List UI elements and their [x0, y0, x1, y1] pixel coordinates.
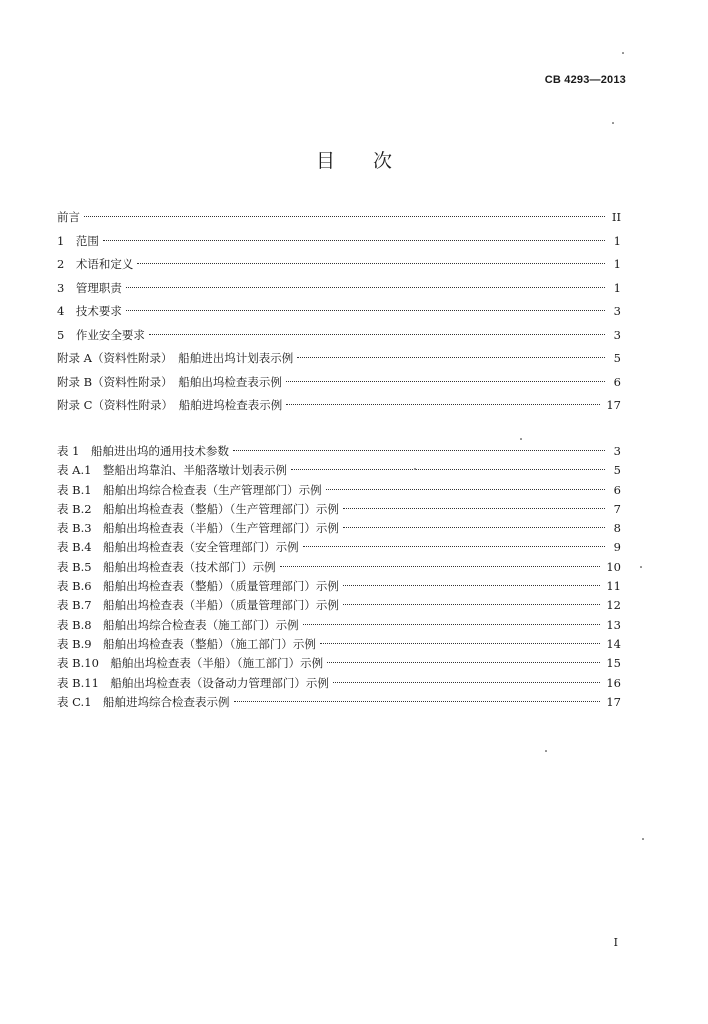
scan-speck [414, 468, 416, 470]
table-entry-page: 6 [613, 482, 621, 497]
page-title: 目次 [315, 150, 430, 172]
toc-entry-appendix-b[interactable] [57, 371, 621, 395]
dot-leader [343, 585, 601, 586]
toc-entry-label: 5 作业安全要求 [57, 327, 145, 342]
table-entry[interactable] [57, 461, 621, 480]
toc-entry-label: 2 术语和定义 [57, 257, 134, 271]
dot-leader [327, 662, 600, 663]
toc-entry-page: II [611, 210, 621, 224]
table-entry[interactable] [57, 577, 621, 596]
toc-entry-page: 3 [613, 304, 621, 318]
toc-list [57, 206, 621, 418]
table-entry-label: 表 B.1 船舶出坞综合检查表（生产管理部门）示例 [57, 482, 322, 497]
dot-leader [343, 604, 601, 605]
toc-entry-appendix-a[interactable] [57, 347, 621, 371]
dot-leader [103, 240, 605, 241]
table-entry-label: 表 C.1 船舶进坞综合检查表示例 [57, 694, 230, 709]
table-entry-page: 14 [606, 636, 621, 651]
dot-leader [84, 216, 605, 217]
table-entry-label: 表 B.4 船舶出坞检查表（安全管理部门）示例 [57, 540, 299, 555]
toc-entry-scope[interactable] [57, 230, 621, 254]
table-list [57, 442, 621, 712]
toc-entry-foreword[interactable] [57, 206, 621, 230]
table-entry-label: 表 B.3 船舶出坞检查表（半船）（生产管理部门）示例 [57, 521, 339, 536]
dot-leader [286, 404, 600, 405]
table-entry-label: 表 B.7 船舶出坞检查表（半船）（质量管理部门）示例 [57, 598, 339, 613]
table-entry-page: 9 [613, 540, 621, 555]
table-entry[interactable] [57, 442, 621, 461]
table-entry-page: 7 [613, 501, 621, 516]
dot-leader [149, 334, 605, 335]
table-entry-page: 12 [606, 598, 621, 613]
table-entry[interactable] [57, 654, 621, 673]
toc-entry-page: 1 [613, 257, 621, 271]
table-entry-label: 表 B.5 船舶出坞检查表（技术部门）示例 [57, 559, 276, 574]
table-entry-label: 表 B.2 船舶出坞检查表（整船）（生产管理部门）示例 [57, 501, 339, 516]
table-entry[interactable] [57, 616, 621, 635]
toc-entry-label: 附录 A（资料性附录） 船舶进出坞计划表示例 [57, 351, 294, 365]
dot-leader [137, 263, 605, 264]
dot-leader [234, 701, 601, 702]
table-entry-label: 表 B.9 船舶出坞检查表（整船）（施工部门）示例 [57, 636, 316, 651]
table-entry-page: 5 [613, 463, 621, 478]
table-entry-page: 16 [606, 675, 621, 690]
toc-entry-technical-requirements[interactable] [57, 300, 621, 324]
toc-entry-page: 3 [613, 327, 621, 342]
dot-leader [297, 357, 605, 358]
toc-entry-page: 5 [613, 351, 621, 365]
table-entry-label: 表 B.11 船舶出坞检查表（设备动力管理部门）示例 [57, 675, 329, 690]
table-entry[interactable] [57, 558, 621, 577]
dot-leader [320, 643, 601, 644]
table-entry[interactable] [57, 538, 621, 557]
table-entry[interactable] [57, 481, 621, 500]
scan-speck [545, 750, 547, 752]
scan-speck [520, 438, 522, 440]
dot-leader [343, 508, 605, 509]
table-entry[interactable] [57, 500, 621, 519]
dot-leader [280, 566, 601, 567]
toc-entry-label: 附录 B（资料性附录） 船舶出坞检查表示例 [57, 374, 282, 389]
toc-entry-terms[interactable] [57, 253, 621, 277]
table-entry[interactable] [57, 596, 621, 615]
table-entry-label: 表 A.1 整船出坞靠泊、半船落墩计划表示例 [57, 463, 287, 478]
table-entry-label: 表 1 船舶进出坞的通用技术参数 [57, 444, 229, 458]
toc-entry-label: 4 技术要求 [57, 304, 122, 318]
toc-entry-responsibilities[interactable] [57, 277, 621, 301]
toc-entry-page: 17 [606, 398, 621, 412]
table-entry-page: 11 [606, 579, 621, 594]
toc-entry-label: 附录 C（资料性附录） 船舶进坞检查表示例 [57, 398, 283, 412]
scan-speck [622, 52, 624, 54]
scan-speck [640, 566, 642, 568]
dot-leader [343, 527, 605, 528]
toc-entry-page: 6 [613, 374, 621, 389]
dot-leader [126, 310, 605, 311]
table-entry-page: 13 [606, 617, 621, 632]
toc-entry-page: 1 [613, 233, 621, 248]
toc-entry-label: 3 管理职责 [57, 280, 122, 295]
scan-speck [612, 122, 614, 124]
dot-leader [291, 469, 605, 470]
standard-code: CB 4293—2013 [544, 74, 626, 86]
dot-leader [286, 381, 605, 382]
toc-entry-label: 1 范围 [57, 233, 99, 248]
dot-leader [303, 624, 601, 625]
toc-entry-page: 1 [613, 280, 621, 295]
table-entry-page: 15 [606, 656, 621, 671]
table-entry-label: 表 B.10 船舶出坞检查表（半船）（施工部门）示例 [57, 656, 324, 671]
toc-entry-appendix-c[interactable] [57, 394, 621, 418]
dot-leader [233, 450, 605, 451]
table-entry-page: 10 [606, 559, 621, 574]
table-entry-page: 17 [606, 694, 621, 709]
table-entry-page: 8 [613, 521, 621, 536]
dot-leader [126, 287, 605, 288]
toc-entry-label: 前言 [57, 210, 80, 224]
table-entry[interactable] [57, 519, 621, 538]
table-entry[interactable] [57, 635, 621, 654]
table-entry-label: 表 B.6 船舶出坞检查表（整船）（质量管理部门）示例 [57, 579, 339, 594]
dot-leader [303, 546, 605, 547]
table-entry-label: 表 B.8 船舶出坞综合检查表（施工部门）示例 [57, 617, 299, 632]
table-entry[interactable] [57, 674, 621, 693]
table-entry[interactable] [57, 693, 621, 712]
dot-leader [326, 489, 605, 490]
scan-speck [642, 838, 644, 840]
page-number: I [613, 936, 618, 949]
dot-leader [333, 682, 600, 683]
toc-entry-safety-requirements[interactable] [57, 324, 621, 348]
table-entry-page: 3 [613, 444, 621, 458]
